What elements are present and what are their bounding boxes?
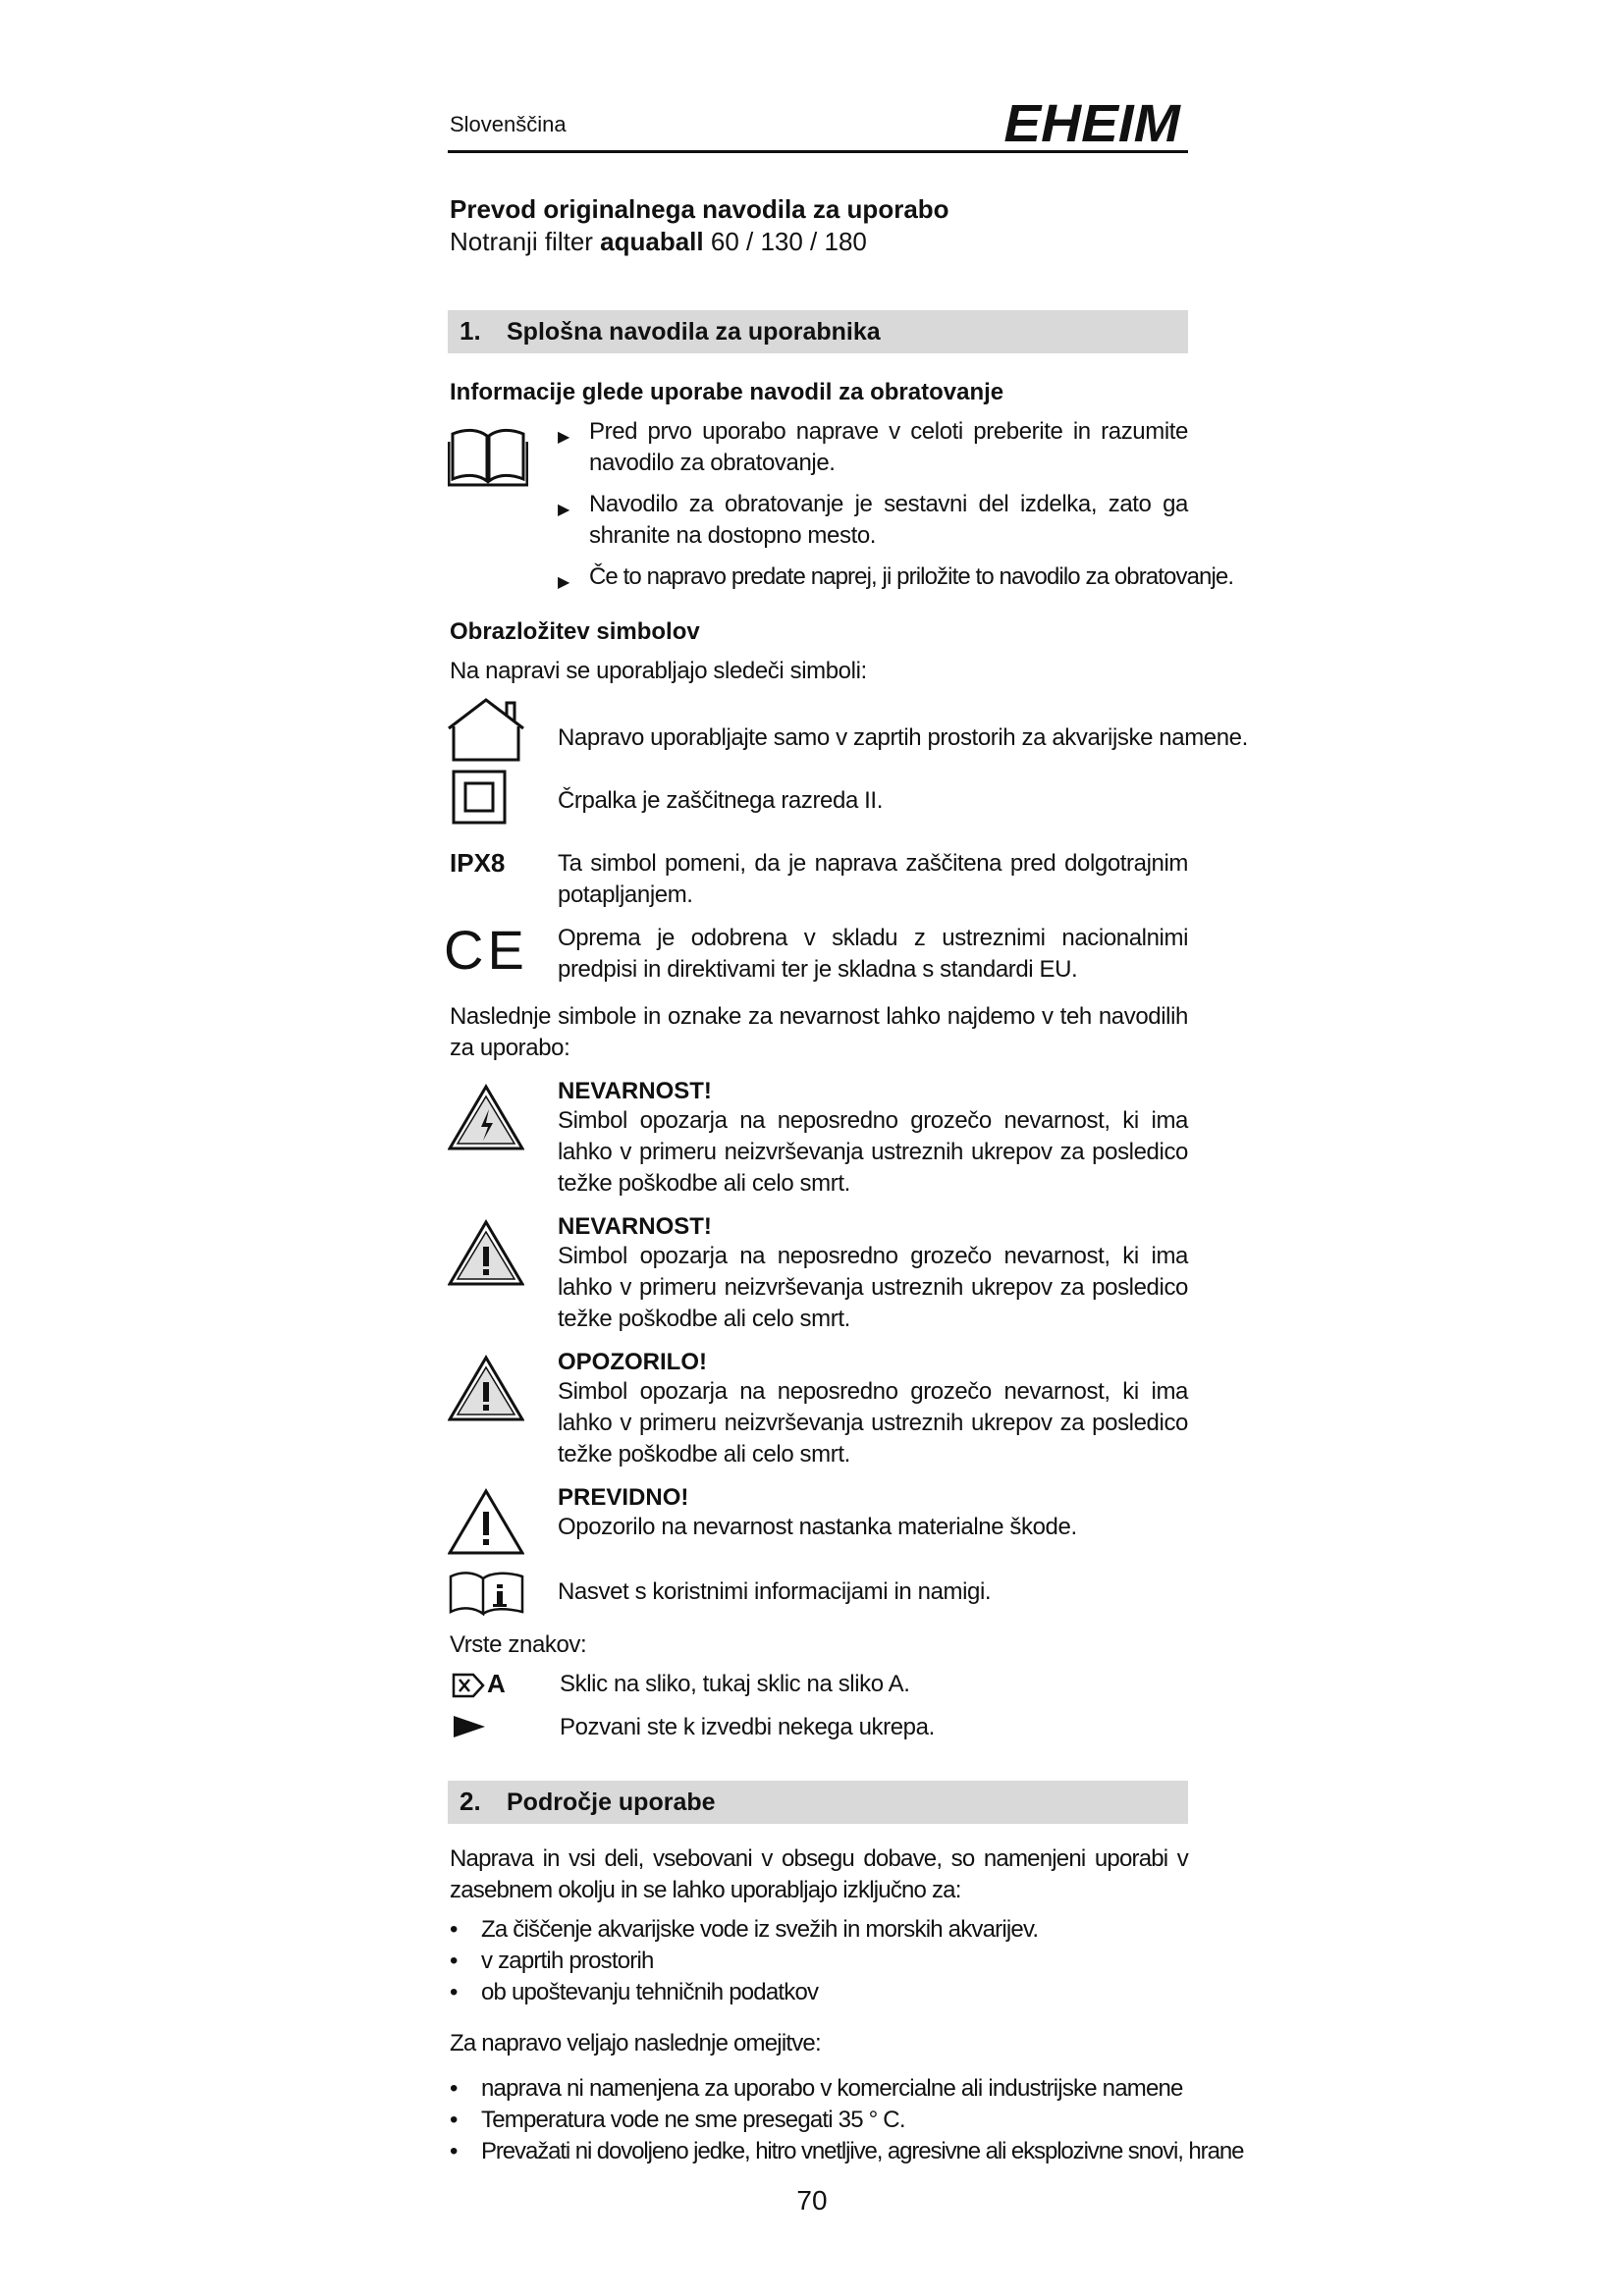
document-title: Prevod originalnega navodila za uporabo [450,194,949,224]
protection-class-2-icon [452,770,507,825]
list-item [450,2073,458,2105]
info-item-text: Navodilo za obratovanje je sestavni del izdelka, zato ga shranite na dostopno mesto. [589,491,1188,549]
info-book-icon [448,1569,526,1616]
warning-title: OPOZORILO! [558,1349,707,1375]
section-2-header [448,1781,1188,1824]
warning-text: Simbol opozarja na neposredno grozečo nevarnost, ki ima lahko v primeru neizvrševanja ustreznih ukrepov za posledico težke poškodbe ali celo smrt. [558,1243,1188,1332]
symbols-intro: Na napravi se uporabljajo sledeči simboli: [450,658,867,684]
page-number: 70 [796,2185,828,2216]
action-text: Pozvani ste k izvedbi nekega ukrepa. [560,1714,935,1740]
ipx8-label: IPX8 [450,848,506,878]
header-divider [448,150,1188,153]
ipx8-text: Ta simbol pomeni, da je naprava zaščitena pred dolgotrajnim potapljanjem. [558,850,1188,908]
section-2-number: 2. [460,1787,481,1816]
uses-list [450,1914,1188,2012]
figure-reference-icon [452,1673,485,1698]
warning-triangle-icon [448,1219,524,1286]
bullet-dot-icon: • [450,2138,459,2164]
limit-item-text: naprava ni namenjena za uporabo v komercialne ali industrijske namene [481,2075,1183,2102]
triangle-bullet-icon: ▶ [558,574,569,591]
limits-intro: Za napravo veljajo naslednje omejitve: [450,2030,821,2056]
book-icon [448,424,528,489]
language-label: Slovenščina [450,112,567,136]
section-1-header [448,310,1188,353]
list-item [450,1977,458,2008]
tip-text: Nasvet s koristnimi informacijami in namigi. [558,1578,992,1605]
eheim-logo [987,96,1187,147]
warning-text: Opozorilo na nevarnost nastanka materialne škode. [558,1514,1077,1540]
bullet-dot-icon: • [450,2075,459,2102]
product-name: aquaball [600,227,704,256]
action-arrow-icon [454,1716,485,1737]
caution-triangle-icon [448,1488,524,1555]
symbols-heading: Obrazložitev simbolov [450,618,700,645]
ce-mark-icon: CE [444,919,528,981]
limit-item-text: Temperatura vode ne sme presegati 35 ° C. [481,2107,905,2133]
document-subtitle [450,227,867,257]
bullet-dot-icon: • [450,1916,459,1943]
ce-text: Oprema je odobrena v skladu z ustreznimi nacionalnimi predpisi in direktivami ter je skladna s standardi EU. [558,925,1188,983]
electric-hazard-icon [448,1084,524,1150]
warning-triangle-icon [448,1355,524,1421]
warning-block [558,1213,1188,1335]
use-item-text: v zaprtih prostorih [481,1948,654,1974]
indoor-symbol-text: Napravo uporabljajte samo v zaprtih prostorih za akvarijske namene. [558,724,1248,751]
warning-title: NEVARNOST! [558,1213,712,1240]
info-item-text: Če to napravo predate naprej, ji priložite to navodilo za obratovanje. [589,563,1234,590]
triangle-bullet-icon: ▶ [558,429,569,446]
warning-block [558,1484,1188,1543]
warning-text: Simbol opozarja na neposredno grozečo nevarnost, ki ima lahko v primeru neizvrševanja ustreznih ukrepov za posledico težke poškodbe ali celo smrt. [558,1107,1188,1197]
section-2-title: Področje uporabe [507,1789,716,1816]
limit-item-text: Prevažati ni dovoljeno jedke, hitro vnetljive, agresivne ali eksplozivne snovi, hrane [481,2138,1244,2164]
triangle-bullet-icon: ▶ [558,502,569,518]
warning-title: PREVIDNO! [558,1484,689,1511]
info-item-text: Pred prvo uporabo naprave v celoti preberite in razumite navodilo za obratovanje. [589,418,1188,476]
bullet-dot-icon: • [450,2107,459,2133]
info-heading: Informacije glede uporabe navodil za obratovanje [450,379,1004,405]
list-item [450,2136,458,2167]
figure-reference-letter: A [487,1669,506,1698]
section-1-number: 1. [460,316,481,346]
warning-block [558,1349,1188,1470]
section-2-intro: Naprava in vsi deli, vsebovani v obsegu dobave, so namenjeni uporabi v zasebnem okolju in se lahko uporabljajo izključno za: [450,1845,1188,1903]
house-icon [448,697,524,762]
product-models: 60 / 130 / 180 [703,227,867,256]
list-item [450,2105,458,2136]
list-item [450,1914,458,1946]
list-item [450,1946,458,1977]
hazard-intro: Naslednje simbole in oznake za nevarnost lahko najdemo v teh navodilih za uporabo: [450,1003,1188,1061]
use-item-text: ob upoštevanju tehničnih podatkov [481,1979,819,2005]
limits-list [450,2073,1244,2171]
subtitle-prefix: Notranji filter [450,227,601,256]
signs-heading: Vrste znakov: [450,1631,587,1658]
class2-symbol-text: Črpalka je zaščitnega razreda II. [558,787,883,814]
warning-text: Simbol opozarja na neposredno grozečo nevarnost, ki ima lahko v primeru neizvrševanja ustreznih ukrepov za posledico težke poškodbe ali celo smrt. [558,1378,1188,1468]
bullet-dot-icon: • [450,1948,459,1974]
bullet-dot-icon: • [450,1979,459,2005]
section-1-title: Splošna navodila za uporabnika [507,318,881,346]
warning-title: NEVARNOST! [558,1078,712,1104]
warning-block [558,1078,1188,1200]
use-item-text: Za čiščenje akvarijske vode iz svežih in morskih akvarijev. [481,1916,1039,1943]
figure-reference-text: Sklic na sliko, tukaj sklic na sliko A. [560,1671,910,1697]
eheim-logo-text: EHEIM [1003,96,1180,147]
